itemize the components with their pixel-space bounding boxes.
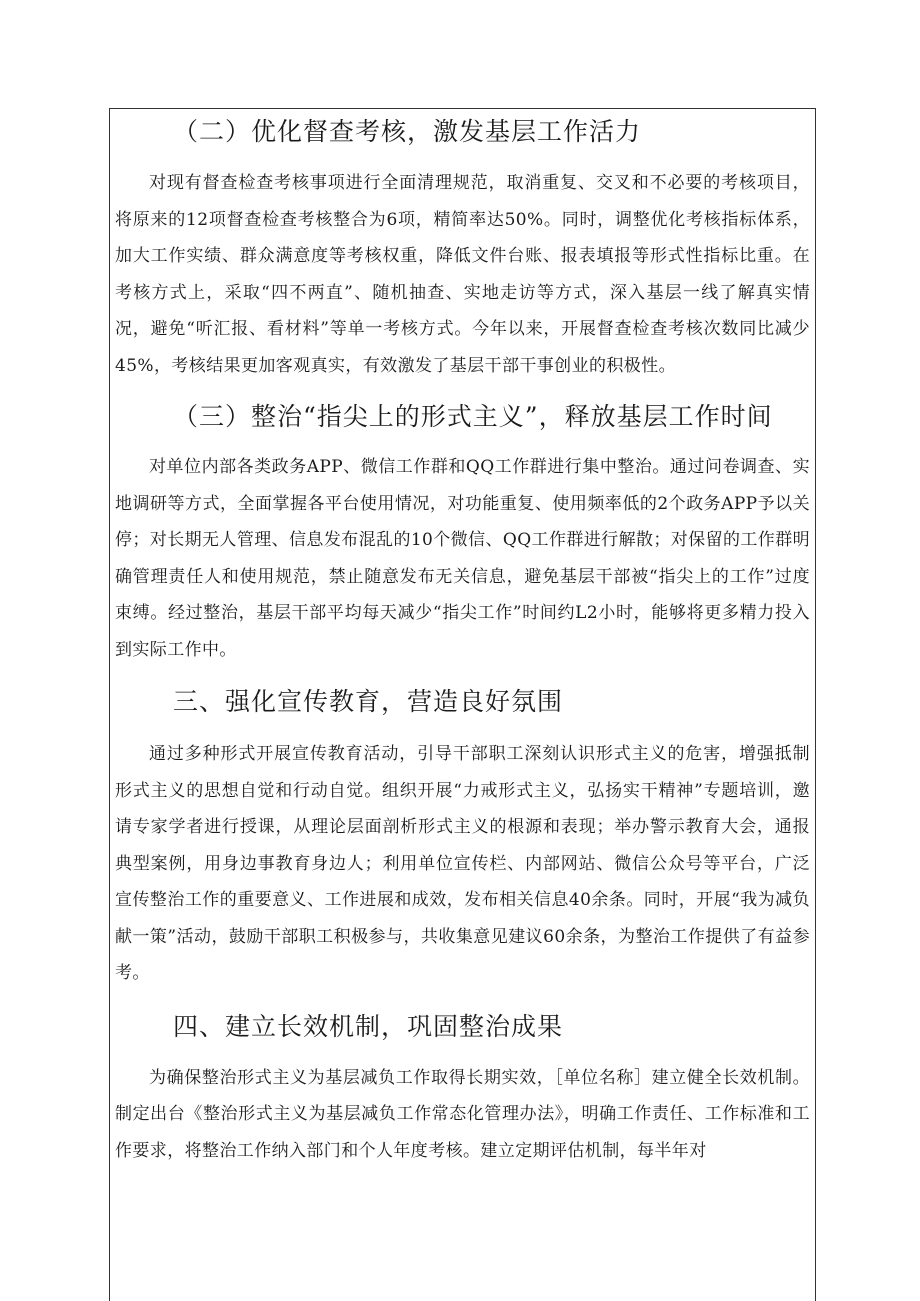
section-paragraph-2: 对现有督查检查考核事项进行全面清理规范，取消重复、交叉和不必要的考核项目，将原来的12项督查检查考核整合为6项，精简率达50%。同时，调整优化考核指标体系，加大工作实绩、群众满意度等考核权重，降低文件台账、报表填报等形式性指标比重。在考核方式上，采取“四不两直”、随机抽查、实地走访等方式，深入基层一线了解真实情况，避免“听汇报、看材料”等单一考核方式。今年以来，开展督查检查考核次数同比减少45%，考核结果更加客观真实，有效激发了基层干部干事创业的积极性。 xyxy=(115,173,810,376)
section-heading-3: （三）整治“指尖上的形式主义”，释放基层工作时间 xyxy=(173,402,773,431)
document-frame xyxy=(109,108,816,1301)
chapter-paragraph-4: 为确保整治形式主义为基层减负工作取得长期实效，［单位名称］建立健全长效机制。制定出台《整治形式主义为基层减负工作常态化管理办法》，明确工作责任、工作标准和工作要求，将整治工作纳入部门和个人年度考核。建立定期评估机制，每半年对 xyxy=(115,1067,810,1161)
chapter-heading-4: 四、建立长效机制，巩固整治成果 xyxy=(173,1011,564,1041)
section-paragraph-3: 对单位内部各类政务APP、微信工作群和QQ工作群进行集中整治。通过问卷调查、实地调研等方式，全面掌握各平台使用情况，对功能重复、使用频率低的2个政务APP予以关停；对长期无人管理、信息发布混乱的10个微信、QQ工作群进行解散；对保留的工作群明确管理责任人和使用规范，禁止随意发布无关信息，避免基层干部被“指尖上的工作”过度束缚。经过整治，基层干部平均每天减少“指尖工作”时间约L2小时，能够将更多精力投入到实际工作中。 xyxy=(115,457,810,660)
chapter-heading-3: 三、强化宣传教育，营造良好氛围 xyxy=(173,687,564,716)
chapter-paragraph-3: 通过多种形式开展宣传教育活动，引导干部职工深刻认识形式主义的危害，增强抵制形式主义的思想自觉和行动自觉。组织开展“力戒形式主义，弘扬实干精神”专题培训，邀请专家学者进行授课，从理论层面剖析形式主义的根源和表现；举办警示教育大会，通报典型案例，用身边事教育身边人；利用单位宣传栏、内部网站、微信公众号等平台，广泛宣传整治工作的重要意义、工作进展和成效，发布相关信息40余条。同时，开展“我为减负献一策”活动，鼓励干部职工积极参与，共收集意见建议60余条，为整治工作提供了有益参考。 xyxy=(115,744,810,983)
section-heading-2: （二）优化督查考核，激发基层工作活力 xyxy=(173,117,642,146)
document-body xyxy=(115,109,810,1169)
